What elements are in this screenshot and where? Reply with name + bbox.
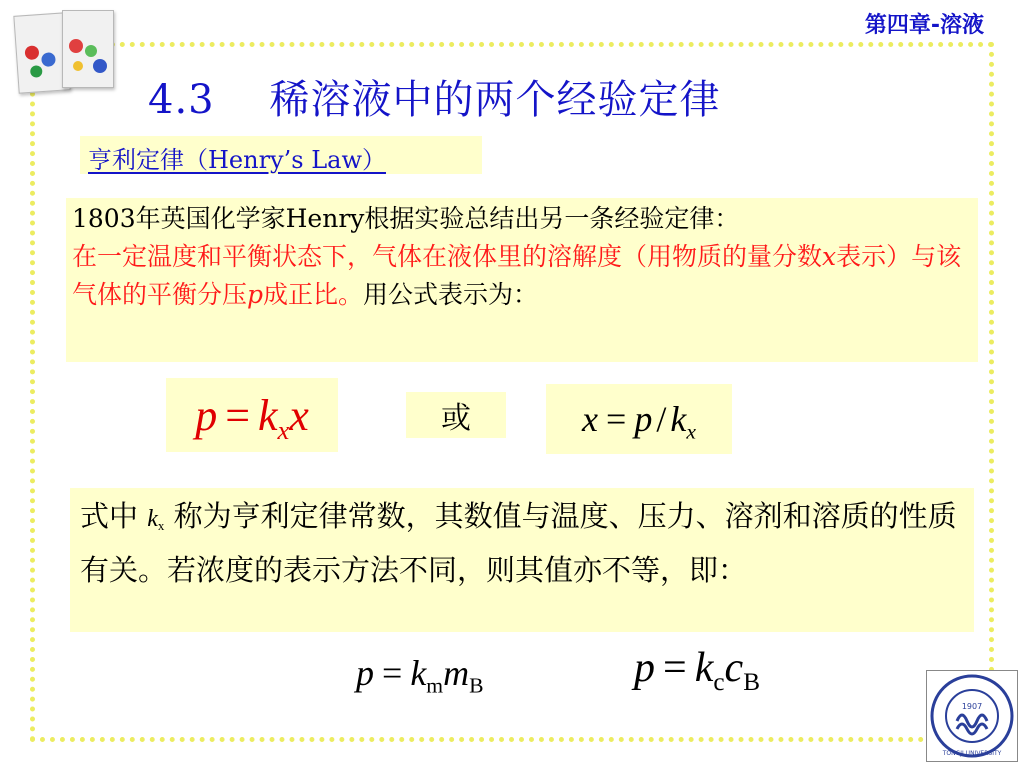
description-paragraph <box>80 494 970 592</box>
chapter-label: 第四章-溶液 <box>864 13 984 38</box>
formula-box-2 <box>546 384 732 454</box>
law-statement-a: 在一定温度和平衡状态下，气体在液体里的溶解度（用物质的量分数 <box>72 242 823 271</box>
formula-p-equals-kc-cB: $p = k_cc_B$ <box>634 645 760 696</box>
constant-kx-symbol: $k_x$ <box>147 506 165 533</box>
formula-box-1 <box>166 378 338 452</box>
law-symbol-p: p <box>247 280 264 309</box>
subtitle-henrys-law: 亨利定律（Henry’s Law） <box>88 146 386 174</box>
tongji-university-logo <box>926 670 1018 762</box>
formula-p-equals-kx-x: $p = k_xx$ <box>195 390 309 445</box>
description-after: 称为亨利定律常数，其数值与温度、压力、溶剂和溶质的性质有关。若浓度的表示方法不同，则其值亦不等，即： <box>80 499 957 587</box>
svg-text:1907: 1907 <box>961 702 983 711</box>
slide-title: 4.3 稀溶液中的两个经验定律 <box>148 77 721 123</box>
formula-x-equals-p-over-kx: $x = p / k_x$ <box>582 399 696 444</box>
svg-text:TONGJI UNIVERSITY: TONGJI UNIVERSITY <box>942 750 1002 757</box>
intro-paragraph <box>72 200 970 314</box>
description-before: 式中 <box>80 499 139 533</box>
intro-text-part1: 1803年英国化学家Henry根据实验总结出另一条经验定律： <box>72 204 740 233</box>
formula-p-equals-km-mB: $p = k_mm_B$ <box>356 653 484 698</box>
university-seal-icon <box>927 671 1017 761</box>
textbook-cover-right <box>62 10 114 88</box>
law-symbol-x: x <box>822 242 837 271</box>
intro-text-part2: 用公式表示为： <box>363 280 539 309</box>
or-label: 或 <box>406 392 506 438</box>
law-statement-b: 表示）与该气体的平衡分压 <box>72 242 962 309</box>
law-statement-c: 成正比。 <box>263 280 364 309</box>
textbook-covers-image <box>12 8 118 100</box>
